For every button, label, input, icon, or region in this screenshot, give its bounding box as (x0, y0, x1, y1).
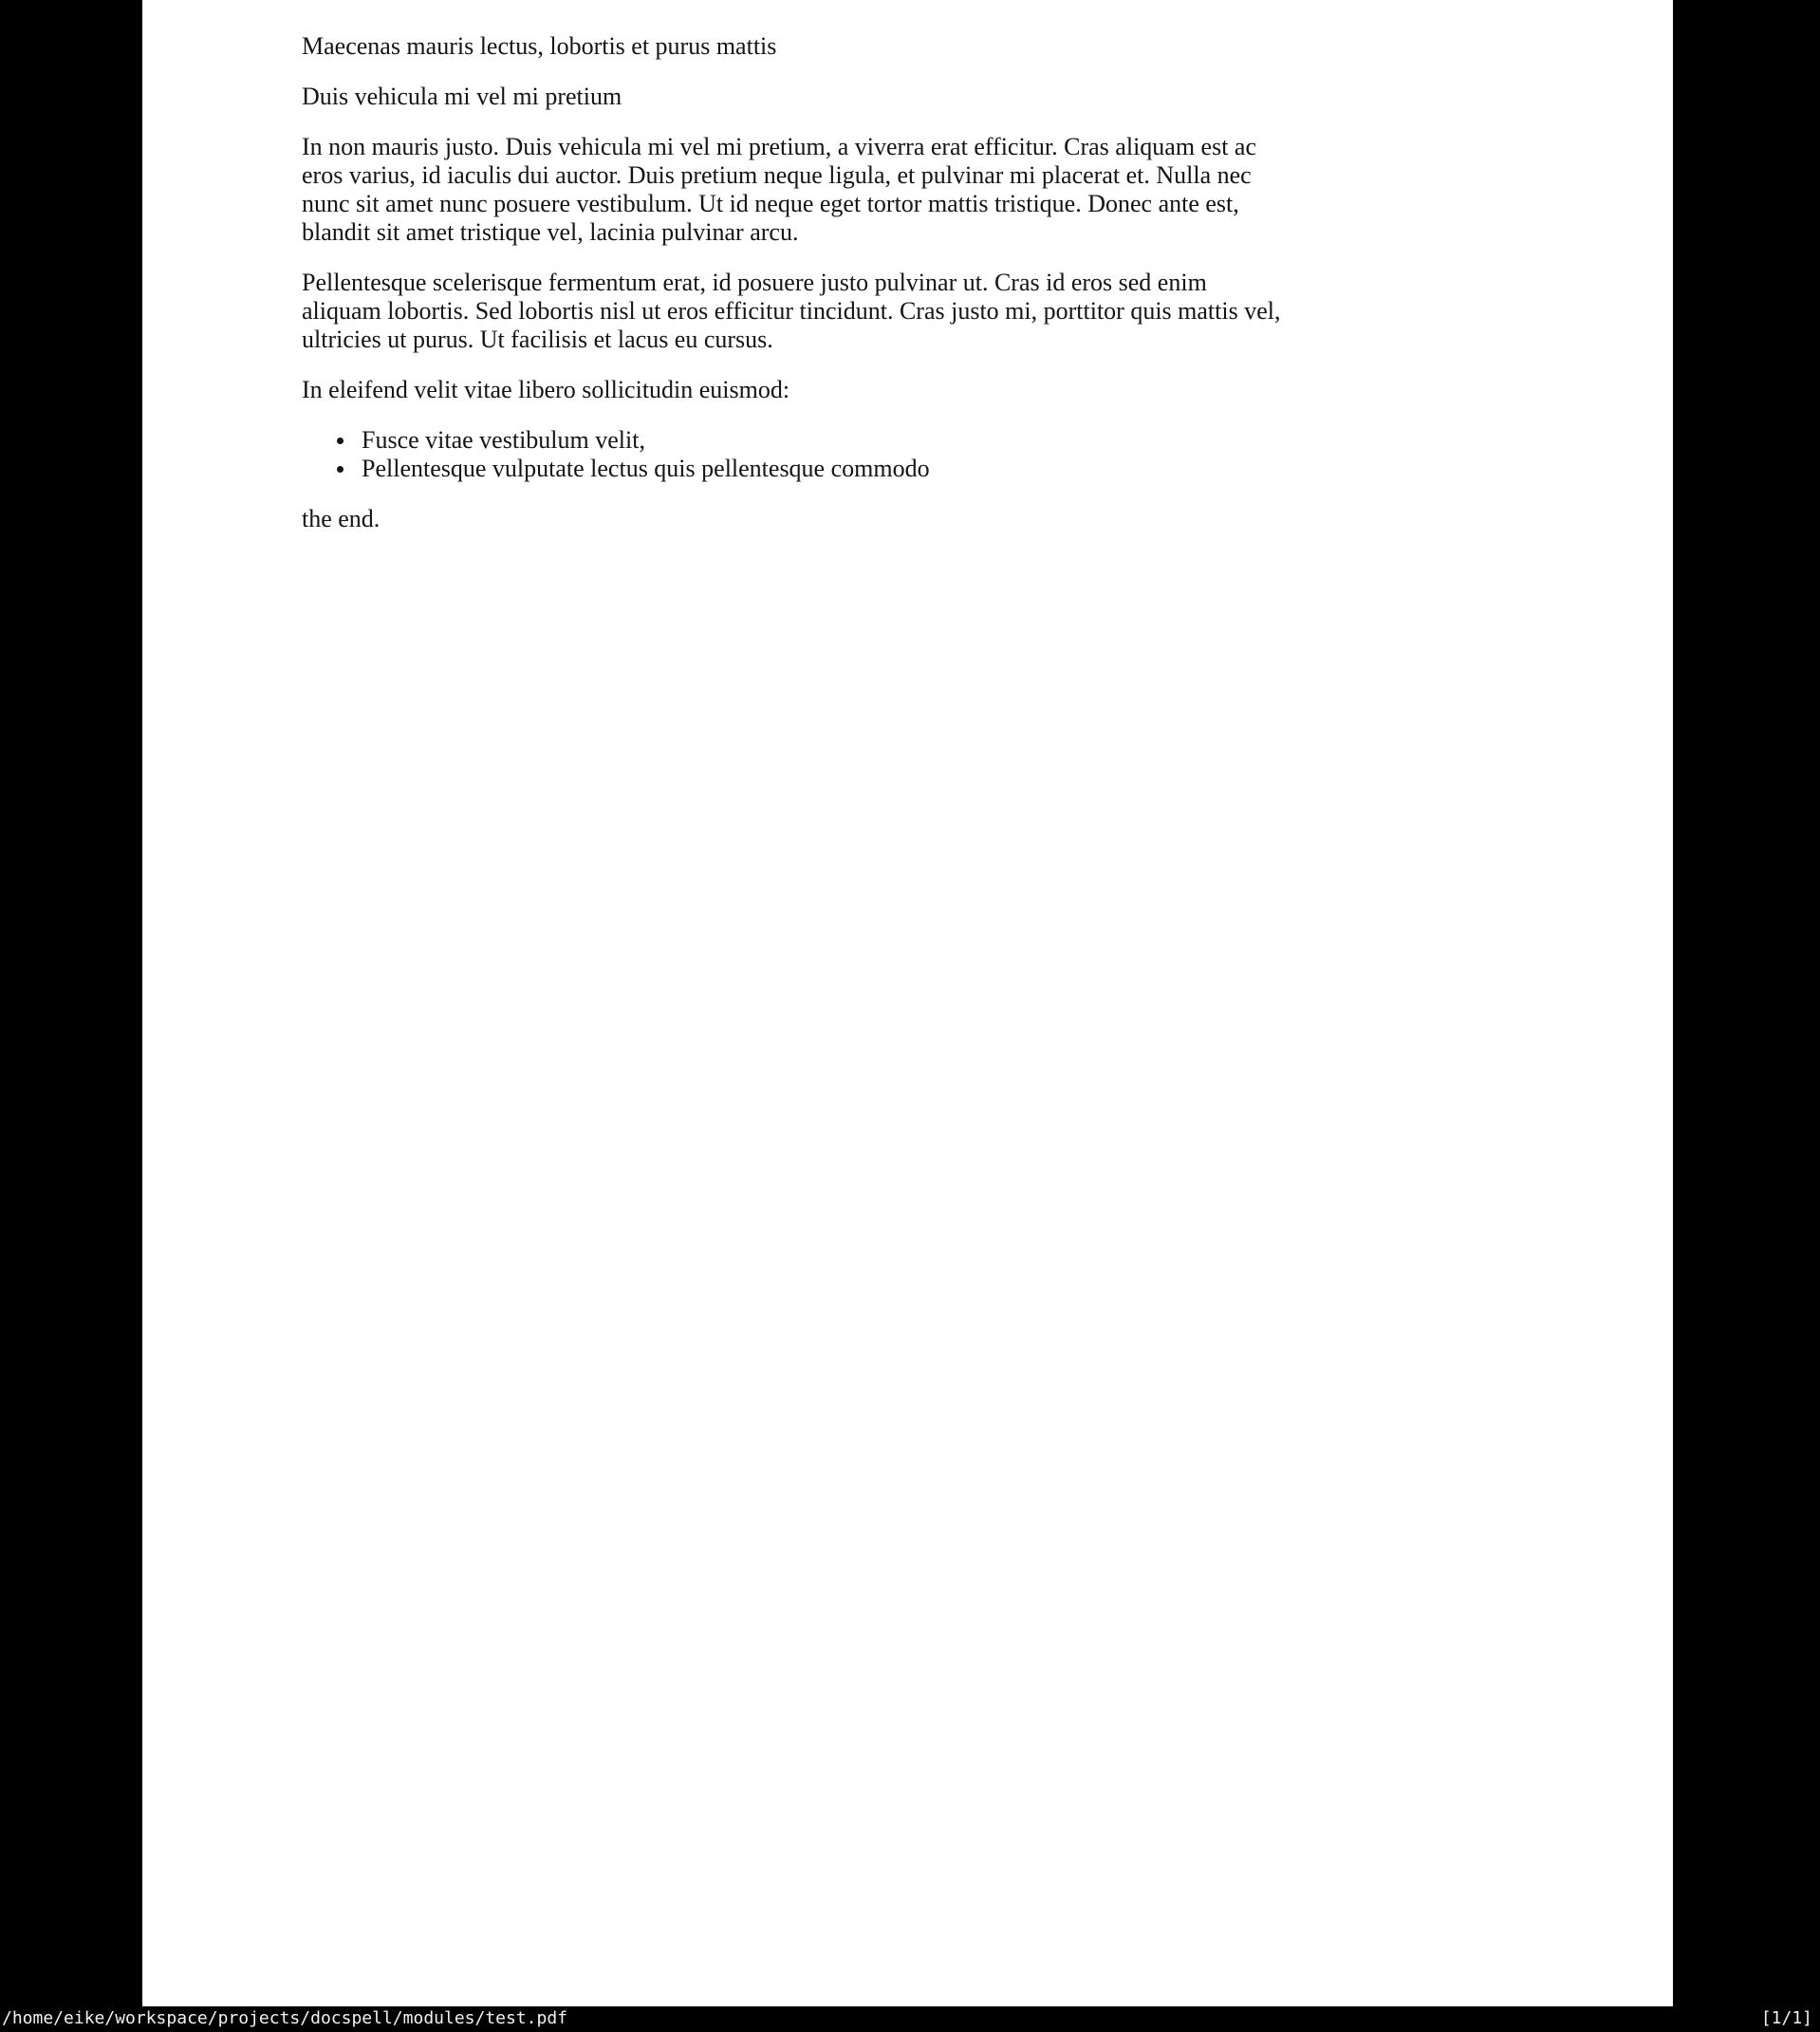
status-bar (0, 2006, 1820, 2032)
pdf-page[interactable] (142, 0, 1673, 2006)
paragraph-list-intro: In eleifend velit vitae libero sollicitudin euismod: (302, 376, 790, 403)
paragraph-closing: the end. (302, 505, 381, 532)
page-indicator: [1/1] (1760, 2008, 1812, 2028)
page-content (142, 0, 1673, 533)
text-line: nunc sit amet nunc posuere vestibulum. Ut id neque eget tortor mattis tristique. Donec ante est, (302, 190, 1239, 217)
list-item-text: Fusce vitae vestibulum velit, (362, 426, 645, 454)
paragraph-intro-1: Maecenas mauris lectus, lobortis et purus mattis (302, 32, 777, 60)
paragraph-body-2 (302, 269, 1514, 354)
text-line: In non mauris justo. Duis vehicula mi vel mi pretium, a viverra erat efficitur. Cras aliquam est ac (302, 133, 1257, 160)
list-item-text: Pellentesque vulputate lectus quis pellentesque commodo (362, 455, 930, 482)
list-item (302, 455, 1514, 483)
bullet-list (302, 426, 1514, 483)
text-line: ultricies ut purus. Ut facilisis et lacus eu cursus. (302, 326, 773, 353)
text-line: Pellentesque scelerisque fermentum erat, id posuere justo pulvinar ut. Cras id eros sed enim (302, 269, 1207, 296)
text-line: blandit sit amet tristique vel, lacinia pulvinar arcu. (302, 218, 799, 246)
paragraph-intro-2: Duis vehicula mi vel mi pretium (302, 83, 622, 110)
paragraph-body-1 (302, 133, 1514, 247)
file-path: /home/eike/workspace/projects/docspell/modules/test.pdf (2, 2008, 568, 2028)
text-line: aliquam lobortis. Sed lobortis nisl ut eros efficitur tincidunt. Cras justo mi, porttitor quis mattis vel, (302, 297, 1281, 325)
text-line: eros varius, id iaculis dui auctor. Duis pretium neque ligula, et pulvinar mi placerat et. Nulla nec (302, 161, 1252, 189)
list-item (302, 426, 1514, 455)
